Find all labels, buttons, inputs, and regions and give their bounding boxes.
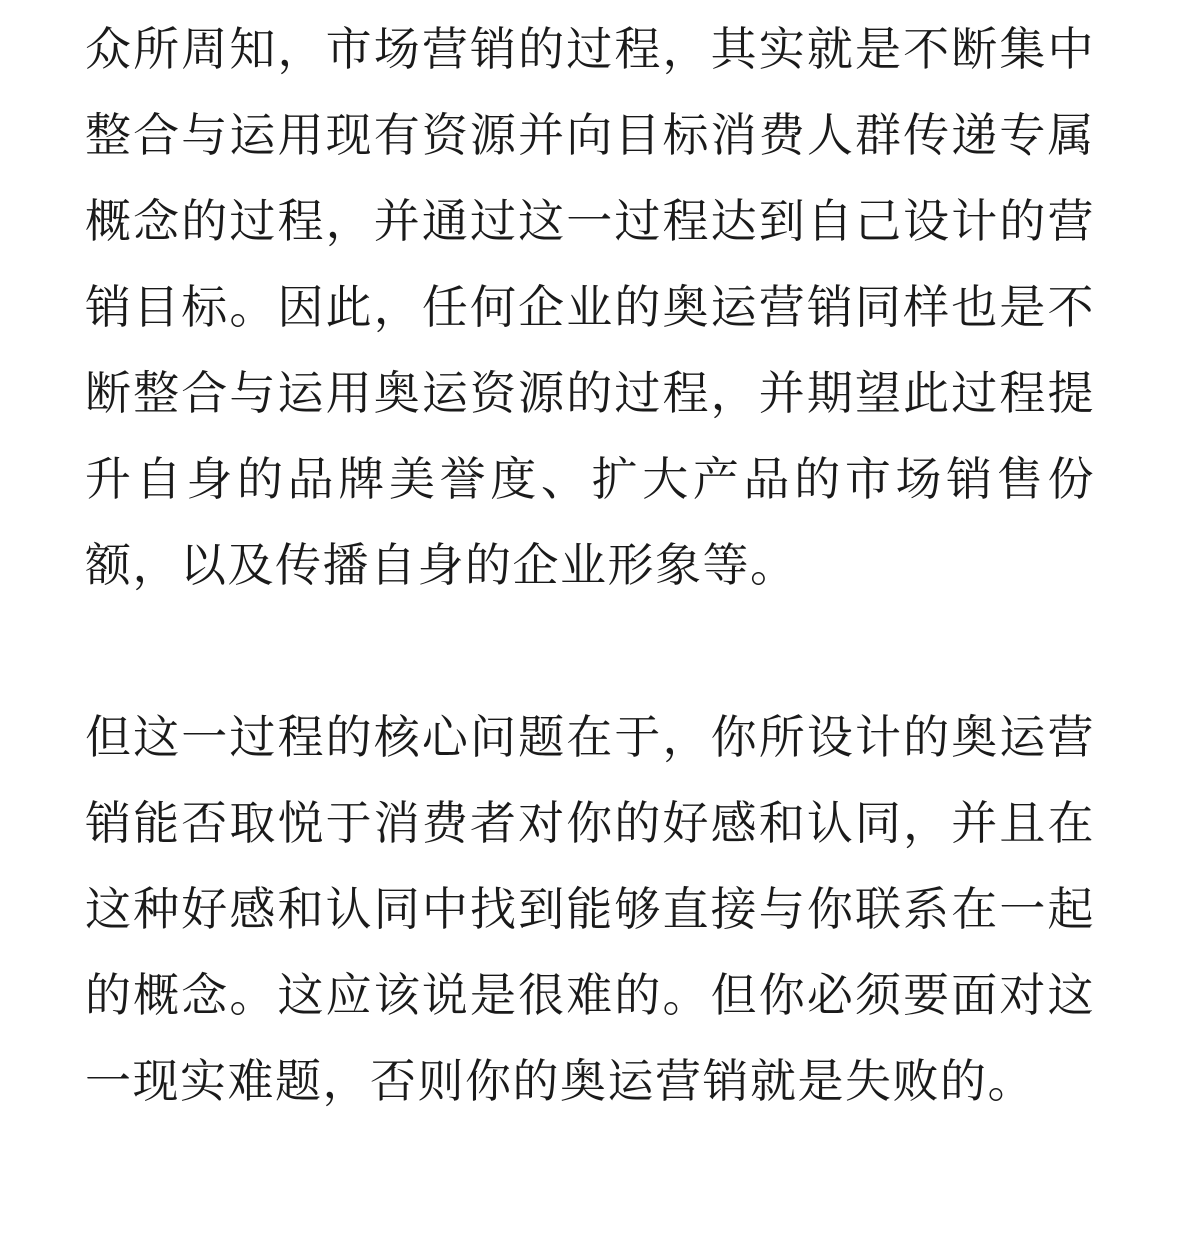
paragraph-1: 众所周知，市场营销的过程，其实就是不断集中整合与运用现有资源并向目标消费人群传递专属概念的过程，并通过这一过程达到自己设计的营销目标。因此，任何企业的奥运营销同样也是不断整合与运用奥运资源的过程，并期望此过程提升自身的品牌美誉度、扩大产品的市场销售份额，以及传播自身的企业形象等。 — [85, 22, 1095, 592]
paragraph-2: 但这一过程的核心问题在于，你所设计的奥运营销能否取悦于消费者对你的好感和认同，并且在这种好感和认同中找到能够直接与你联系在一起的概念。这应该说是很难的。但你必须要面对这一现实难题，否则你的奥运营销就是失败的。 — [85, 710, 1095, 1108]
article-body — [85, 6, 1095, 1124]
